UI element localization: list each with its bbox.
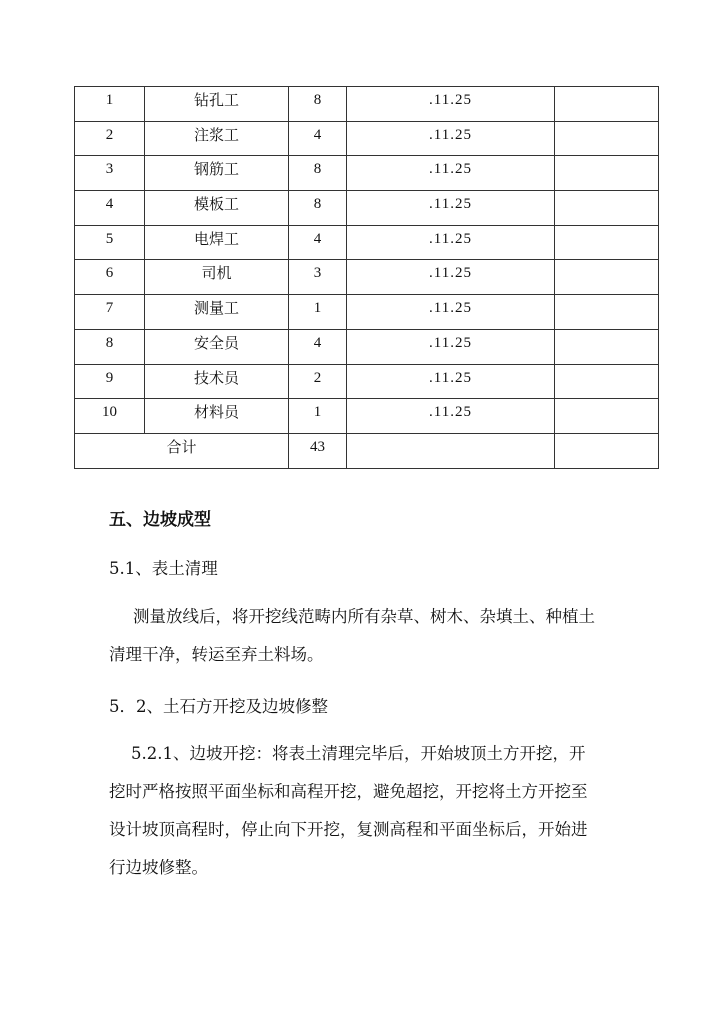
row-number: 5 xyxy=(75,225,145,260)
note-cell xyxy=(555,191,659,226)
total-note-cell xyxy=(555,433,659,468)
table-row xyxy=(75,364,659,399)
row-number: 9 xyxy=(75,364,145,399)
row-number: 10 xyxy=(75,399,145,434)
note-cell xyxy=(555,225,659,260)
staff-table xyxy=(74,86,659,469)
trade-name: 模板工 xyxy=(145,191,289,226)
note-cell xyxy=(555,121,659,156)
date-cell: .11.25 xyxy=(347,260,555,295)
paragraph-line: 挖时严格按照平面坐标和高程开挖，避免超挖，开挖将土方开挖至 xyxy=(109,782,588,801)
paragraph-line: 行边坡修整。 xyxy=(109,858,208,877)
date-cell: .11.25 xyxy=(347,364,555,399)
trade-name: 钢筋工 xyxy=(145,156,289,191)
row-number: 1 xyxy=(75,87,145,122)
date-cell: .11.25 xyxy=(347,156,555,191)
trade-name: 注浆工 xyxy=(145,121,289,156)
date-cell: .11.25 xyxy=(347,329,555,364)
date-cell: .11.25 xyxy=(347,399,555,434)
worker-count: 4 xyxy=(289,121,347,156)
table-row xyxy=(75,399,659,434)
worker-count: 3 xyxy=(289,260,347,295)
note-cell xyxy=(555,364,659,399)
note-cell xyxy=(555,295,659,330)
date-cell: .11.25 xyxy=(347,295,555,330)
trade-name: 安全员 xyxy=(145,329,289,364)
worker-count: 4 xyxy=(289,329,347,364)
paragraph-excavation xyxy=(109,735,619,887)
trade-name: 司机 xyxy=(145,260,289,295)
note-cell xyxy=(555,399,659,434)
paragraph-line: 测量放线后，将开挖线范畴内所有杂草、树木、杂填土、种植土 xyxy=(133,607,595,626)
trade-name: 钻孔工 xyxy=(145,87,289,122)
trade-name: 测量工 xyxy=(145,295,289,330)
note-cell xyxy=(555,329,659,364)
trade-name: 技术员 xyxy=(145,364,289,399)
subsection-title-5-2: 5．2、土石方开挖及边坡修整 xyxy=(109,697,328,716)
row-number: 7 xyxy=(75,295,145,330)
total-date-cell xyxy=(347,433,555,468)
date-cell: .11.25 xyxy=(347,225,555,260)
table-total-row xyxy=(75,433,659,468)
paragraph-topsoil xyxy=(109,598,619,674)
table-row xyxy=(75,329,659,364)
row-number: 3 xyxy=(75,156,145,191)
table-row xyxy=(75,225,659,260)
worker-count: 1 xyxy=(289,399,347,434)
table-row xyxy=(75,156,659,191)
paragraph-line: 5.2.1、边坡开挖：将表土清理完毕后，开始坡顶土方开挖，开 xyxy=(131,744,586,763)
worker-count: 2 xyxy=(289,364,347,399)
total-count: 43 xyxy=(289,433,347,468)
worker-count: 8 xyxy=(289,156,347,191)
paragraph-line: 设计坡顶高程时，停止向下开挖，复测高程和平面坐标后，开始进 xyxy=(109,820,588,839)
date-cell: .11.25 xyxy=(347,191,555,226)
table-row xyxy=(75,121,659,156)
worker-count: 8 xyxy=(289,191,347,226)
table-row xyxy=(75,87,659,122)
worker-count: 1 xyxy=(289,295,347,330)
row-number: 6 xyxy=(75,260,145,295)
subsection-title-5-1: 5.1、表土清理 xyxy=(109,559,218,578)
table-body xyxy=(75,87,659,469)
note-cell xyxy=(555,87,659,122)
note-cell xyxy=(555,260,659,295)
trade-name: 电焊工 xyxy=(145,225,289,260)
date-cell: .11.25 xyxy=(347,87,555,122)
table-row xyxy=(75,295,659,330)
section-heading: 五、边坡成型 xyxy=(109,510,211,530)
total-label: 合计 xyxy=(75,433,289,468)
table-row xyxy=(75,191,659,226)
note-cell xyxy=(555,156,659,191)
date-cell: .11.25 xyxy=(347,121,555,156)
trade-name: 材料员 xyxy=(145,399,289,434)
worker-count: 4 xyxy=(289,225,347,260)
row-number: 8 xyxy=(75,329,145,364)
row-number: 4 xyxy=(75,191,145,226)
paragraph-line: 清理干净，转运至弃土料场。 xyxy=(109,645,324,664)
table-row xyxy=(75,260,659,295)
row-number: 2 xyxy=(75,121,145,156)
worker-count: 8 xyxy=(289,87,347,122)
